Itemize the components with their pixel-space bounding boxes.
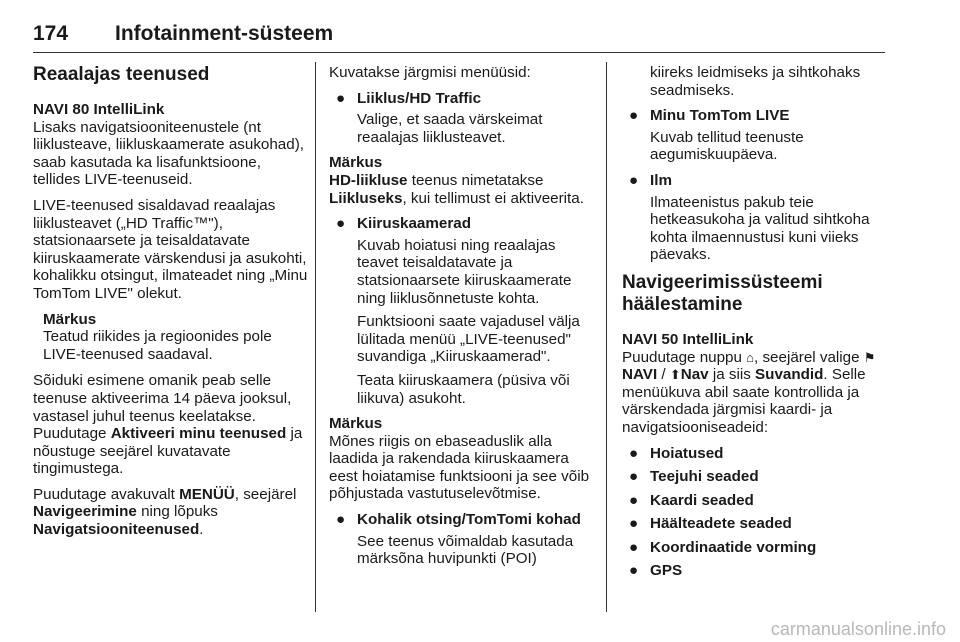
bullet-icon: ●	[336, 89, 346, 107]
text: . Selle menüükuva abil saate kontrollida ja värskendada järgmisi kaardi- ja navigatsiooniseadeid:	[622, 366, 866, 436]
bullet-text: Teata kiiruskaamera (püsiva või liikuva) asukoht.	[357, 371, 570, 407]
text: /	[657, 366, 670, 384]
bold-text: Navigatsiooniteenused	[33, 521, 200, 539]
note	[33, 311, 309, 364]
text: ning lõpuks	[136, 503, 218, 521]
paragraph	[622, 349, 890, 437]
list-item	[622, 445, 890, 463]
home-icon: ⌂	[746, 349, 755, 365]
list-item	[622, 562, 890, 580]
paragraph: Lisaks navigatsiooniteenustele (nt liiklusteave, liikluskaamerate asukohad), saab kasutada ka lisafunktsioone, tellides LIVE-teenuseid.	[33, 118, 304, 189]
column-divider	[606, 62, 607, 612]
bullet-text: kiireks leidmiseks ja sihtkohaks seadmiseks.	[650, 64, 861, 99]
paragraph: Kuvatakse järgmisi menüüsid:	[329, 64, 531, 81]
column-1	[33, 64, 309, 547]
text: Puudutage nuppu	[622, 348, 747, 366]
list-item-label: Hoiatused	[650, 444, 724, 462]
text: ja siis	[708, 366, 756, 384]
bullet-icon: ●	[629, 515, 639, 533]
text: .	[199, 521, 204, 539]
list-item-label: Kaardi seaded	[650, 491, 754, 509]
subheading: NAVI 80 IntelliLink	[33, 101, 165, 118]
page-header	[33, 16, 885, 53]
paragraph: LIVE-teenused sisaldavad reaalajas liiklusteavet („HD Traffic™"), statsionaarsete ja teisaldatavate kiiruskaamerate värskendusi ja asukohti, kohalikku otsingut, ilmateadet ning „Minu TomTom LIVE" olekut.	[33, 196, 308, 302]
list-item	[622, 492, 890, 510]
text: Sõiduki esimene omanik peab selle teenuse aktiveerima 14 päeva jooksul, vastasel juhul teenus keelatakse. Puudutage	[33, 372, 292, 443]
bullet-item	[329, 511, 594, 568]
bold-text: Aktiveeri minu teenused	[110, 425, 287, 443]
paragraph	[33, 372, 309, 478]
bullet-icon: ●	[629, 562, 639, 580]
bullet-item	[622, 107, 890, 164]
note-title: Märkus	[329, 154, 383, 172]
column-2	[329, 64, 594, 576]
bullet-title: Kohalik otsing/TomTomi kohad	[357, 511, 581, 529]
bullet-title: Liiklus/HD Traffic	[357, 89, 482, 107]
section-heading: Reaalajas teenused	[33, 64, 210, 85]
text: ja nõustuge seejärel kuvatavate tingimustega.	[33, 425, 303, 478]
bullet-icon: ●	[629, 171, 639, 189]
bullet-item	[329, 215, 594, 407]
bold-text: HD-liikluse	[329, 171, 408, 189]
section-heading: Navigeerimissüsteemi häälestamine	[622, 271, 823, 315]
flag-icon: ⚑	[863, 349, 876, 365]
note-text: Teatud riikides ja regioonides pole LIVE-teenused saadaval.	[43, 328, 272, 363]
text: , seejärel valige	[754, 348, 864, 366]
bullet-text: Valige, et saada värskeimat reaalajas liiklusteavet.	[357, 111, 543, 146]
note	[329, 415, 594, 503]
bullet-title: Ilm	[650, 171, 672, 189]
bold-text: Navigeerimine	[33, 503, 137, 521]
note	[329, 154, 594, 207]
list-item-label: Koordinaatide vorming	[650, 538, 817, 556]
bullet-title: Minu TomTom LIVE	[650, 107, 790, 125]
bullet-text: Kuvab hoiatusi ning reaalajas teavet teisaldatavate ja statsionaarsete kiiruskaamerate ning liiklusõnnetuste kohta.	[357, 236, 572, 307]
bold-text: Suvandid	[755, 366, 824, 384]
bullet-icon: ●	[629, 107, 639, 125]
bullet-icon: ●	[629, 538, 639, 556]
column-divider	[315, 62, 316, 612]
bold-text: Liikluseks	[329, 189, 403, 207]
bullet-icon: ●	[336, 511, 346, 529]
bullet-icon: ●	[629, 444, 639, 462]
paragraph	[33, 486, 309, 539]
list-item-label: Häälteadete seaded	[650, 515, 792, 533]
note-text	[329, 172, 594, 207]
text: , seejärel	[234, 485, 297, 503]
bullet-text: Ilmateenistus pakub teie hetkeasukoha ja valitud sihtkoha kohta ilmaennustusi kuni viieks päevaks.	[650, 193, 870, 264]
note-title: Märkus	[329, 415, 383, 433]
text: Puudutage avakuvalt	[33, 485, 180, 503]
page-number: 174	[33, 22, 69, 45]
page-title: Infotainment-süsteem	[115, 22, 334, 45]
bullet-icon: ●	[629, 491, 639, 509]
note-text: Mõnes riigis on ebaseaduslik alla laadida ja rakendada kiiruskaamera eest hoiatamise funktsiooni ja see võib põhjustada vastutuselevõtmise.	[329, 432, 590, 503]
bullet-text: See teenus võimaldab kasutada märksõna huvipunkti (POI)	[357, 532, 574, 568]
bold-text: NAVI	[622, 366, 658, 384]
bold-text: Nav	[680, 366, 709, 384]
text: teenus nimetatakse	[407, 171, 544, 189]
watermark: carmanualsonline.info	[770, 619, 946, 639]
navigation-arrow-icon: ⬆	[669, 367, 681, 383]
bold-text: MENÜÜ	[179, 485, 235, 503]
bullet-icon: ●	[336, 215, 346, 233]
note-title: Märkus	[43, 310, 97, 328]
bullet-item	[622, 64, 890, 99]
list-item-label: Teejuhi seaded	[650, 468, 759, 486]
column-3	[622, 64, 890, 586]
bullet-item	[329, 90, 594, 147]
bullet-text: Kuvab tellitud teenuste aegumiskuupäeva.	[650, 128, 804, 164]
list-item	[622, 539, 890, 557]
bullet-title: Kiiruskaamerad	[357, 215, 471, 233]
bullet-text: Funktsiooni saate vajadusel välja lülitada menüü „LIVE-teenused" suvandiga „Kiiruskaamerad".	[357, 313, 580, 366]
list-item	[622, 468, 890, 486]
subheading: NAVI 50 IntelliLink	[622, 330, 754, 348]
bullet-item	[622, 172, 890, 264]
text: , kui tellimust ei aktiveerita.	[402, 189, 584, 207]
list-item-label: GPS	[650, 562, 683, 580]
bullet-icon: ●	[629, 468, 639, 486]
list-item	[622, 515, 890, 533]
